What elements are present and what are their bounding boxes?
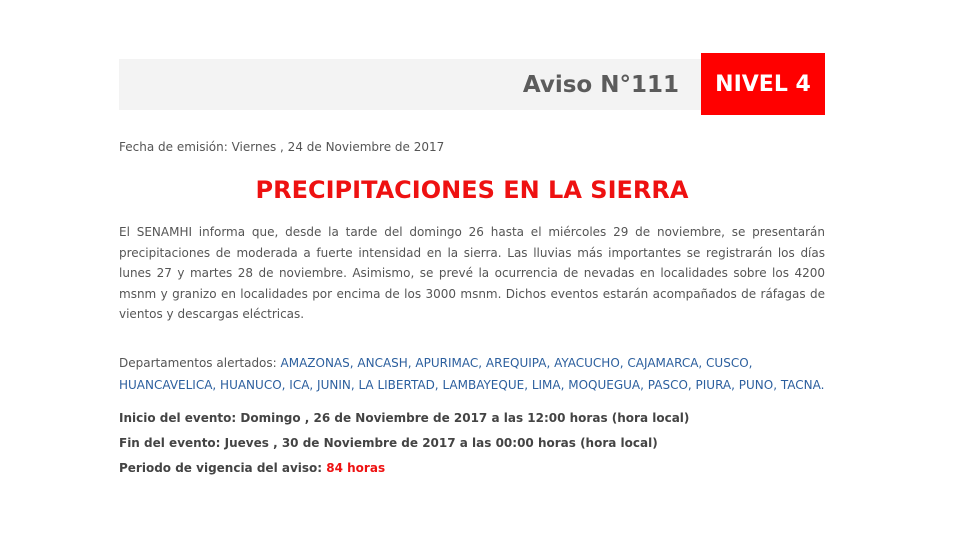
page-title: PRECIPITACIONES EN LA SIERRA bbox=[255, 176, 689, 204]
fecha-emision: Fecha de emisión: Viernes , 24 de Noviembre de 2017 bbox=[119, 140, 445, 154]
nivel-badge: NIVEL 4 bbox=[701, 53, 825, 115]
aviso-description: El SENAMHI informa que, desde la tarde del domingo 26 hasta el miércoles 29 de noviembre, se presentarán precipitaciones de moderada a fuerte intensidad en la sierra. Las lluvias más importantes se registrarán los días lunes 27 y martes 28 de noviembre. Asimismo, se prevé la ocurrencia de nevadas en localidades sobre los 4200 msnm y granizo en localidades por encima de los 3000 msnm. Dichos eventos estarán acompañados de ráfagas de vientos y descargas eléctricas. bbox=[119, 225, 825, 321]
aviso-header-bar bbox=[119, 59, 701, 110]
fin-evento: Fin del evento: Jueves , 30 de Noviembre de 2017 a las 00:00 horas (hora local) bbox=[119, 436, 658, 450]
departamentos-alertados bbox=[119, 352, 825, 396]
vigencia-hours: 84 horas bbox=[326, 461, 386, 475]
aviso-number: Aviso N°111 bbox=[522, 72, 679, 98]
vigencia-label: Periodo de vigencia del aviso: bbox=[119, 461, 327, 475]
departamentos-list[interactable]: AMAZONAS, ANCASH, APURIMAC, AREQUIPA, AYACUCHO, CAJAMARCA, CUSCO, HUANCAVELICA, HUANUCO, ICA, JUNIN, LA LIBERTAD, LAMBAYEQUE, LIMA, MOQUEGUA, PASCO, PIURA, PUNO, TACNA. bbox=[119, 356, 825, 392]
periodo-vigencia bbox=[119, 461, 385, 475]
departamentos-label: Departamentos alertados: bbox=[119, 356, 281, 370]
inicio-evento: Inicio del evento: Domingo , 26 de Noviembre de 2017 a las 12:00 horas (hora local) bbox=[119, 411, 690, 425]
